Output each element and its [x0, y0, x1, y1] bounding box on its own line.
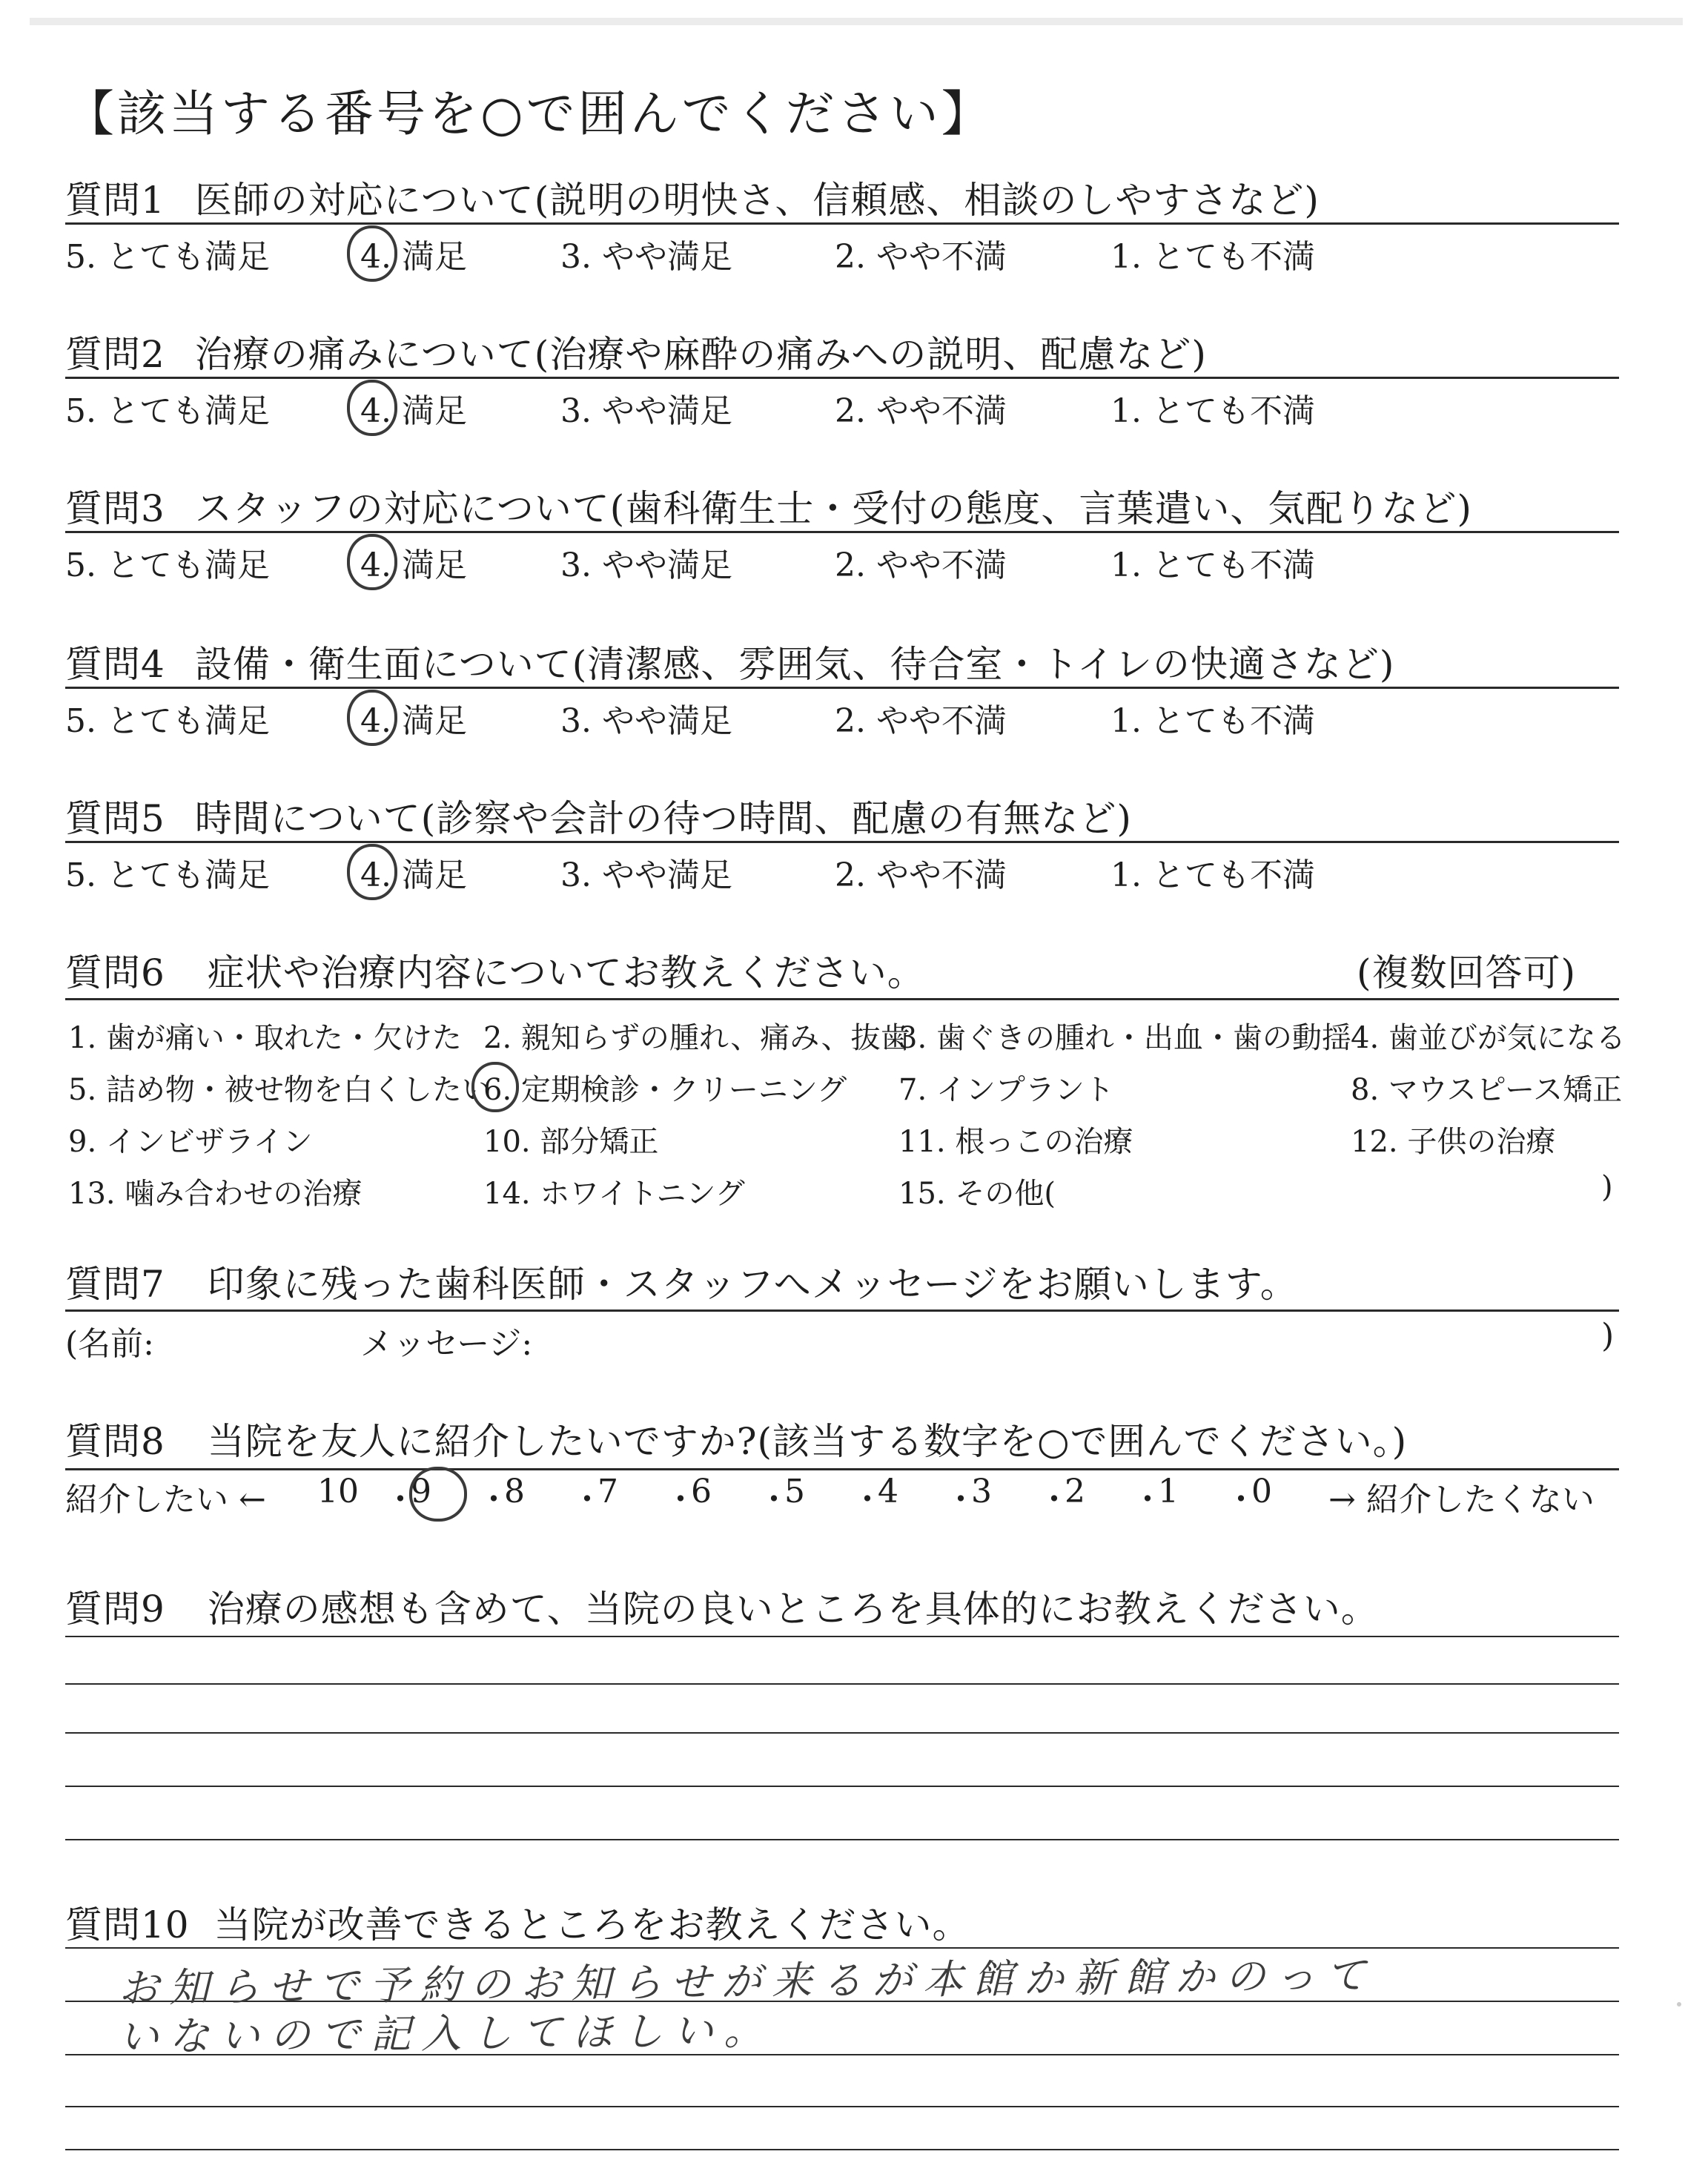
q8-label: 質問8 — [65, 1420, 165, 1463]
q6-note: (複数回答可) — [1357, 951, 1577, 994]
q8-scale-separator: ・ — [944, 1481, 977, 1519]
q9-line-4 — [65, 1786, 1619, 1787]
q5-answer-circle — [347, 844, 397, 900]
q1-option-1[interactable]: 1. とても不満 — [1110, 238, 1315, 276]
q7-rule — [65, 1309, 1619, 1312]
q4-option-3[interactable]: 3. やや満足 — [560, 702, 732, 740]
q6-label: 質問6 — [65, 951, 165, 994]
q5-option-2[interactable]: 2. やや不満 — [835, 856, 1007, 894]
q3-text: スタッフの対応について(歯科衛生士・受付の態度、言葉遣い、気配りなど) — [194, 487, 1472, 530]
q8-scale-separator: ・ — [1131, 1481, 1164, 1519]
q8-scale-separator: ・ — [1038, 1481, 1070, 1519]
q9-line-3 — [65, 1732, 1619, 1734]
q3-option-2[interactable]: 2. やや不満 — [835, 546, 1007, 584]
q10-title — [65, 1895, 970, 1949]
q6-option-12[interactable]: 12. 子供の治療 — [1351, 1125, 1556, 1159]
q4-text: 設備・衛生面について(清潔感、雰囲気、待合室・トイレの快適さなど) — [194, 643, 1395, 686]
q2-title — [65, 325, 1207, 378]
q2-option-2[interactable]: 2. やや不満 — [835, 392, 1007, 430]
q3-option-3[interactable]: 3. やや満足 — [560, 546, 732, 584]
q1-option-4[interactable]: 4. 満足 — [360, 238, 467, 276]
q8-scale-8[interactable]: 8 — [504, 1473, 525, 1510]
q3-option-4[interactable]: 4. 満足 — [360, 546, 467, 584]
q8-title — [65, 1412, 1407, 1465]
q6-option-7[interactable]: 7. インプラント — [898, 1073, 1114, 1107]
q8-scale-0[interactable]: 0 — [1251, 1473, 1272, 1510]
scan-speck — [1677, 2002, 1681, 2007]
q2-text: 治療の痛みについて(治療や麻酔の痛みへの説明、配慮など) — [194, 333, 1207, 376]
q8-left-label: 紹介したい ← — [65, 1481, 266, 1519]
q6-title — [65, 943, 925, 997]
q8-scale-separator: ・ — [851, 1481, 884, 1519]
q6-option-4[interactable]: 4. 歯並びが気になる — [1351, 1021, 1626, 1055]
q10-line-4 — [65, 2106, 1619, 2107]
q5-label: 質問5 — [65, 797, 165, 840]
q6-option-2[interactable]: 2. 親知らずの腫れ、痛み、抜歯 — [483, 1021, 910, 1055]
q5-rule — [65, 841, 1619, 843]
q8-scale-separator: ・ — [664, 1481, 697, 1519]
q6-option-6[interactable]: 6. 定期検診・クリーニング — [483, 1073, 847, 1107]
q8-scale-separator: ・ — [571, 1481, 603, 1519]
q5-option-5[interactable]: 5. とても満足 — [65, 856, 270, 894]
q8-scale-2[interactable]: 2 — [1065, 1473, 1085, 1510]
q8-right-label: → 紹介したくない — [1328, 1481, 1595, 1519]
q8-scale-4[interactable]: 4 — [878, 1473, 898, 1510]
q1-option-3[interactable]: 3. やや満足 — [560, 238, 732, 276]
q6-text: 症状や治療内容についてお教えください。 — [207, 951, 925, 994]
q4-answer-circle — [347, 690, 397, 746]
q1-text: 医師の対応について(説明の明快さ、信頼感、相談のしやすさなど) — [194, 179, 1320, 222]
q6-option-13[interactable]: 13. 噛み合わせの治療 — [68, 1177, 363, 1211]
q3-option-1[interactable]: 1. とても不満 — [1110, 546, 1315, 584]
q8-rule — [65, 1468, 1619, 1470]
q1-option-5[interactable]: 5. とても満足 — [65, 238, 270, 276]
q10-text: 当院が改善できるところをお教えください。 — [214, 1903, 970, 1946]
q2-option-3[interactable]: 3. やや満足 — [560, 392, 732, 430]
q4-option-2[interactable]: 2. やや不満 — [835, 702, 1007, 740]
q9-line-2 — [65, 1683, 1619, 1685]
q4-option-4[interactable]: 4. 満足 — [360, 702, 467, 740]
q8-scale-7[interactable]: 7 — [598, 1473, 618, 1510]
q2-answer-circle — [347, 380, 397, 436]
q1-answer-circle — [347, 225, 397, 282]
q9-line-1 — [65, 1636, 1619, 1637]
q7-title — [65, 1255, 1298, 1308]
q6-option-14[interactable]: 14. ホワイトニング — [483, 1177, 745, 1211]
q9-label: 質問9 — [65, 1588, 165, 1631]
q5-option-1[interactable]: 1. とても不満 — [1110, 856, 1315, 894]
q1-option-2[interactable]: 2. やや不満 — [835, 238, 1007, 276]
q8-scale-separator: ・ — [477, 1481, 510, 1519]
q5-text: 時間について(診察や会計の待つ時間、配慮の有無など) — [194, 797, 1132, 840]
q7-label: 質問7 — [65, 1263, 165, 1306]
q8-scale-1[interactable]: 1 — [1158, 1473, 1179, 1510]
q6-option-3[interactable]: 3. 歯ぐきの腫れ・出血・歯の動揺 — [898, 1021, 1351, 1055]
q10-handwritten-line-1: お知らせで予約のお知らせが来るが本館か新館かのって — [118, 1952, 1377, 2012]
q4-option-1[interactable]: 1. とても不満 — [1110, 702, 1315, 740]
q5-option-4[interactable]: 4. 満足 — [360, 856, 467, 894]
q5-option-3[interactable]: 3. やや満足 — [560, 856, 732, 894]
q1-title — [65, 171, 1320, 224]
q9-line-5 — [65, 1839, 1619, 1840]
q5-title — [65, 789, 1132, 842]
q3-rule — [65, 531, 1619, 533]
q8-scale-9[interactable]: 9 — [411, 1473, 431, 1510]
q8-scale-10[interactable]: 10 — [317, 1473, 359, 1510]
q8-scale-5[interactable]: 5 — [784, 1473, 805, 1510]
q8-scale-separator: ・ — [384, 1481, 417, 1519]
q4-option-5[interactable]: 5. とても満足 — [65, 702, 270, 740]
scan-top-edge — [30, 18, 1683, 25]
q3-title — [65, 479, 1472, 532]
q8-answer-circle — [409, 1467, 467, 1522]
q6-option-5[interactable]: 5. 詰め物・被せ物を白くしたい — [68, 1073, 491, 1107]
q7-close: ) — [1601, 1317, 1615, 1355]
q3-label: 質問3 — [65, 487, 165, 530]
q6-option-10[interactable]: 10. 部分矯正 — [483, 1125, 659, 1159]
q6-option-15-close: ) — [1601, 1170, 1613, 1204]
q10-line-5 — [65, 2149, 1619, 2150]
q6-answer-circle — [471, 1062, 519, 1112]
q2-rule — [65, 377, 1619, 379]
q3-answer-circle — [347, 534, 397, 590]
q2-option-1[interactable]: 1. とても不満 — [1110, 392, 1315, 430]
q2-option-5[interactable]: 5. とても満足 — [65, 392, 270, 430]
q8-scale-separator: ・ — [758, 1481, 790, 1519]
page-title: 【該当する番号を○で囲んでください】 — [65, 85, 993, 142]
q8-text: 当院を友人に紹介したいですか?(該当する数字を○で囲んでください。) — [207, 1420, 1408, 1463]
q6-option-11[interactable]: 11. 根っこの治療 — [898, 1125, 1133, 1159]
q9-text: 治療の感想も含めて、当院の良いところを具体的にお教えください。 — [207, 1588, 1379, 1631]
q6-option-9[interactable]: 9. インビザライン — [68, 1125, 313, 1159]
q8-scale-separator: ・ — [1225, 1481, 1257, 1519]
q2-label: 質問2 — [65, 333, 165, 376]
q4-rule — [65, 687, 1619, 689]
q6-option-15[interactable]: 15. その他( — [898, 1177, 1056, 1211]
q6-option-1[interactable]: 1. 歯が痛い・取れた・欠けた — [68, 1021, 462, 1055]
q9-title — [65, 1579, 1379, 1633]
q6-rule — [65, 998, 1619, 1000]
q6-option-8[interactable]: 8. マウスピース矯正 — [1351, 1073, 1623, 1107]
q7-name-label: (名前: — [65, 1325, 154, 1363]
q4-title — [65, 635, 1394, 688]
q10-label: 質問10 — [65, 1903, 190, 1946]
q2-option-4[interactable]: 4. 満足 — [360, 392, 467, 430]
q1-label: 質問1 — [65, 179, 165, 222]
q8-scale-3[interactable]: 3 — [971, 1473, 992, 1510]
q4-label: 質問4 — [65, 643, 165, 686]
q7-text: 印象に残った歯科医師・スタッフへメッセージをお願いします。 — [207, 1263, 1298, 1306]
q7-message-label: メッセージ: — [360, 1325, 533, 1363]
q3-option-5[interactable]: 5. とても満足 — [65, 546, 270, 584]
q8-scale-6[interactable]: 6 — [691, 1473, 712, 1510]
q10-handwritten-line-2: いないので記入してほしい。 — [118, 2007, 775, 2061]
q1-rule — [65, 222, 1619, 225]
